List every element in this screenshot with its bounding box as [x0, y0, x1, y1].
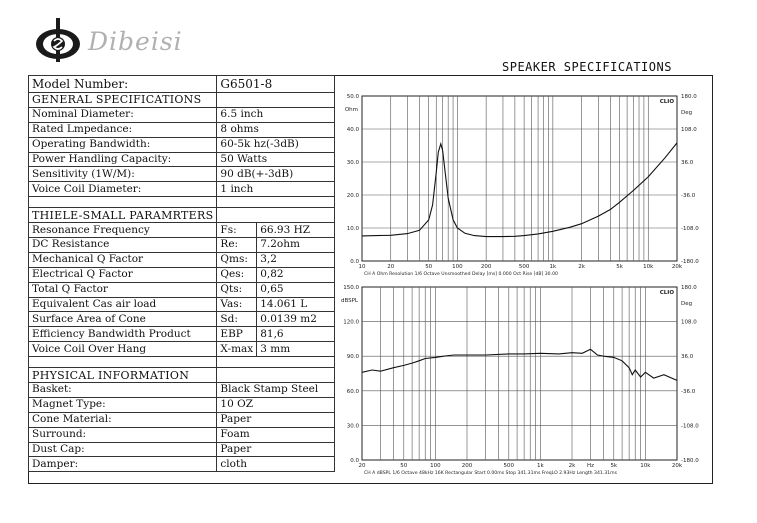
spec-value: 90 dB(+-3dB)	[217, 167, 335, 182]
y-tick-label-right: -108.0	[681, 423, 699, 430]
x-tick-label: 20k	[671, 264, 683, 270]
ts-row	[29, 267, 335, 282]
ts-symbol: Re:	[217, 238, 257, 253]
spec-row	[29, 107, 335, 122]
x-tick-label: 50	[400, 463, 408, 469]
x-tick-label: 200	[461, 463, 473, 469]
x-tick-label: 50	[425, 264, 433, 270]
x-tick-label: 10k	[643, 264, 654, 270]
ts-symbol: Qts:	[217, 282, 257, 297]
ts-row	[29, 282, 335, 297]
x-tick-label: 5k	[616, 264, 623, 270]
y-tick-label: 90.0	[346, 354, 359, 361]
spec-table	[28, 75, 335, 472]
x-tick-label: Hz	[586, 463, 595, 469]
y-tick-label: 10.0	[346, 226, 359, 232]
plot-area	[362, 287, 677, 460]
model-row	[29, 76, 335, 93]
spacer-row	[29, 197, 335, 208]
clio-badge: CLIO	[659, 290, 674, 296]
model-value: G6501-8	[217, 76, 335, 93]
document-title: SPEAKER SPECIFICATIONS	[502, 60, 672, 74]
y-tick-label: 120.0	[343, 319, 359, 326]
spec-row	[29, 427, 335, 442]
ts-header: THIELE-SMALL PARAMRTERS	[29, 208, 217, 223]
spec-row	[29, 383, 335, 398]
y-tick-label-right: 108.0	[681, 127, 697, 133]
y-axis-label: dBSPL	[340, 298, 358, 304]
ts-row	[29, 238, 335, 253]
spec-key: Dust Cap:	[29, 442, 217, 457]
y-tick-label: 30.0	[346, 160, 359, 166]
ts-key: Equivalent Cas air load	[29, 297, 217, 312]
model-label: Model Number:	[29, 76, 217, 93]
chart-footer: CH A Ohm Resolution 1/6 Octave Unsmoothed Delay [ms] 0.000 Oct Rise [dB] 30.00	[364, 272, 558, 276]
ts-value: 7.2ohm	[257, 238, 335, 253]
spec-row	[29, 182, 335, 197]
ts-key: Electrical Q Factor	[29, 267, 217, 282]
y-tick-label: 50.0	[346, 94, 359, 100]
spec-key: Power Handling Capacity:	[29, 152, 217, 167]
ts-key: Efficiency Bandwidth Product	[29, 327, 217, 342]
physical-header: PHYSICAL INFORMATION	[29, 368, 217, 383]
spec-value: 60-5k hz(-3dB)	[217, 137, 335, 152]
y-tick-label: 20.0	[346, 193, 359, 199]
ts-key: Voice Coil Over Hang	[29, 342, 217, 357]
y-tick-label: 60.0	[346, 388, 359, 395]
x-tick-label: 100	[430, 463, 441, 469]
impedance-chart-svg	[340, 86, 712, 276]
spl-chart-svg	[340, 280, 712, 480]
ts-value: 0,82	[257, 267, 335, 282]
spec-row	[29, 152, 335, 167]
ts-value: 3,2	[257, 252, 335, 267]
x-tick-label: 20	[358, 463, 366, 469]
y-tick-label-right: 36.0	[681, 160, 694, 166]
spec-key: Basket:	[29, 383, 217, 398]
spec-key: Sensitivity (1W/M):	[29, 167, 217, 182]
ts-row	[29, 223, 335, 238]
spec-value: Black Stamp Steel	[217, 383, 335, 398]
x-tick-label: 500	[503, 463, 515, 469]
y-tick-label-right: 180.0	[681, 285, 697, 291]
x-tick-label: 20k	[671, 463, 683, 469]
y-tick-label-right: 180.0	[681, 94, 697, 100]
spec-row	[29, 412, 335, 427]
y-tick-label-right: -36.0	[681, 193, 696, 199]
x-tick-label: 100	[452, 264, 463, 270]
y-tick-label: 40.0	[346, 127, 359, 133]
ts-value: 14.061 L	[257, 297, 335, 312]
physical-header-row	[29, 368, 335, 383]
x-tick-label: 10k	[640, 463, 651, 469]
spec-value: Foam	[217, 427, 335, 442]
x-tick-label: 5k	[610, 463, 618, 469]
ts-value: 66.93 HZ	[257, 223, 335, 238]
clio-badge: CLIO	[659, 99, 674, 105]
ts-value: 81,6	[257, 327, 335, 342]
ts-header-row	[29, 208, 335, 223]
y-tick-label-right: -36.0	[681, 388, 696, 395]
ts-symbol: Qms:	[217, 252, 257, 267]
spec-value: 8 ohms	[217, 122, 335, 137]
spec-value: 6.5 inch	[217, 107, 335, 122]
spec-value: Paper	[217, 412, 335, 427]
spec-value: cloth	[217, 457, 335, 472]
spec-value: 1 inch	[217, 182, 335, 197]
ts-symbol: Qes:	[217, 267, 257, 282]
spec-value: 10 OZ	[217, 397, 335, 412]
y-tick-label-right: 108.0	[681, 319, 697, 326]
ts-key: Resonance Frequency	[29, 223, 217, 238]
ts-row	[29, 327, 335, 342]
ts-key: Surface Area of Cone	[29, 312, 217, 327]
ts-key: Mechanical Q Factor	[29, 252, 217, 267]
ts-symbol: Fs:	[217, 223, 257, 238]
y-axis-label-right: Deg	[681, 110, 693, 116]
y-tick-label-right: -180.0	[681, 458, 699, 464]
y-tick-label-right: -180.0	[681, 259, 699, 265]
spec-row	[29, 442, 335, 457]
spec-row	[29, 167, 335, 182]
general-header-row	[29, 93, 335, 108]
x-tick-label: 1k	[549, 264, 557, 270]
impedance-chart	[340, 86, 712, 276]
ts-key: Total Q Factor	[29, 282, 217, 297]
spec-row	[29, 122, 335, 137]
y-axis-label-right: Deg	[681, 301, 693, 307]
y-tick-label: 30.0	[346, 423, 359, 430]
x-tick-label: 10	[358, 264, 366, 270]
spec-key: Nominal Diameter:	[29, 107, 217, 122]
spec-key: Damper:	[29, 457, 217, 472]
x-tick-label: 2k	[568, 463, 576, 469]
brand-name: Dibeisi	[88, 27, 183, 56]
chart-footer: CH A dBSPL 1/6 Octave 48kHz 16K Rectangular Start 0.00ms Stop 341.31ms FreqLO 2.93Hz Length 341.31ms	[364, 471, 617, 476]
spec-key: Magnet Type:	[29, 397, 217, 412]
x-tick-label: 500	[518, 264, 530, 270]
ts-symbol: X-max	[217, 342, 257, 357]
spec-key: Voice Coil Diameter:	[29, 182, 217, 197]
ts-value: 0,65	[257, 282, 335, 297]
ts-value: 0.0139 m2	[257, 312, 335, 327]
y-tick-label: 0.0	[350, 458, 359, 464]
spec-row	[29, 137, 335, 152]
general-header: GENERAL SPECIFICATIONS	[29, 93, 217, 108]
x-tick-label: 1k	[537, 463, 544, 469]
ts-key: DC Resistance	[29, 238, 217, 253]
spacer-row	[29, 357, 335, 368]
ts-row	[29, 297, 335, 312]
x-tick-label: 2k	[578, 264, 585, 270]
x-tick-label: 20	[387, 264, 395, 270]
spec-row	[29, 457, 335, 472]
spl-chart	[340, 280, 712, 480]
spec-row	[29, 397, 335, 412]
y-tick-label: 150.0	[343, 285, 359, 291]
ts-symbol: EBP	[217, 327, 257, 342]
x-tick-label: 200	[480, 264, 492, 270]
brand-emblem-icon	[34, 16, 90, 64]
ts-symbol: Sd:	[217, 312, 257, 327]
y-tick-label-right: -108.0	[681, 226, 699, 232]
spec-value: Paper	[217, 442, 335, 457]
y-tick-label-right: 36.0	[681, 354, 694, 361]
spec-key: Operating Bandwidth:	[29, 137, 217, 152]
ts-row	[29, 342, 335, 357]
ts-value: 3 mm	[257, 342, 335, 357]
spec-key: Rated Lmpedance:	[29, 122, 217, 137]
spec-value: 50 Watts	[217, 152, 335, 167]
spec-key: Cone Material:	[29, 412, 217, 427]
ts-row	[29, 312, 335, 327]
ts-row	[29, 252, 335, 267]
spec-key: Surround:	[29, 427, 217, 442]
y-tick-label: 0.0	[350, 259, 359, 265]
y-axis-label: Ohm	[344, 107, 358, 113]
ts-symbol: Vas:	[217, 297, 257, 312]
